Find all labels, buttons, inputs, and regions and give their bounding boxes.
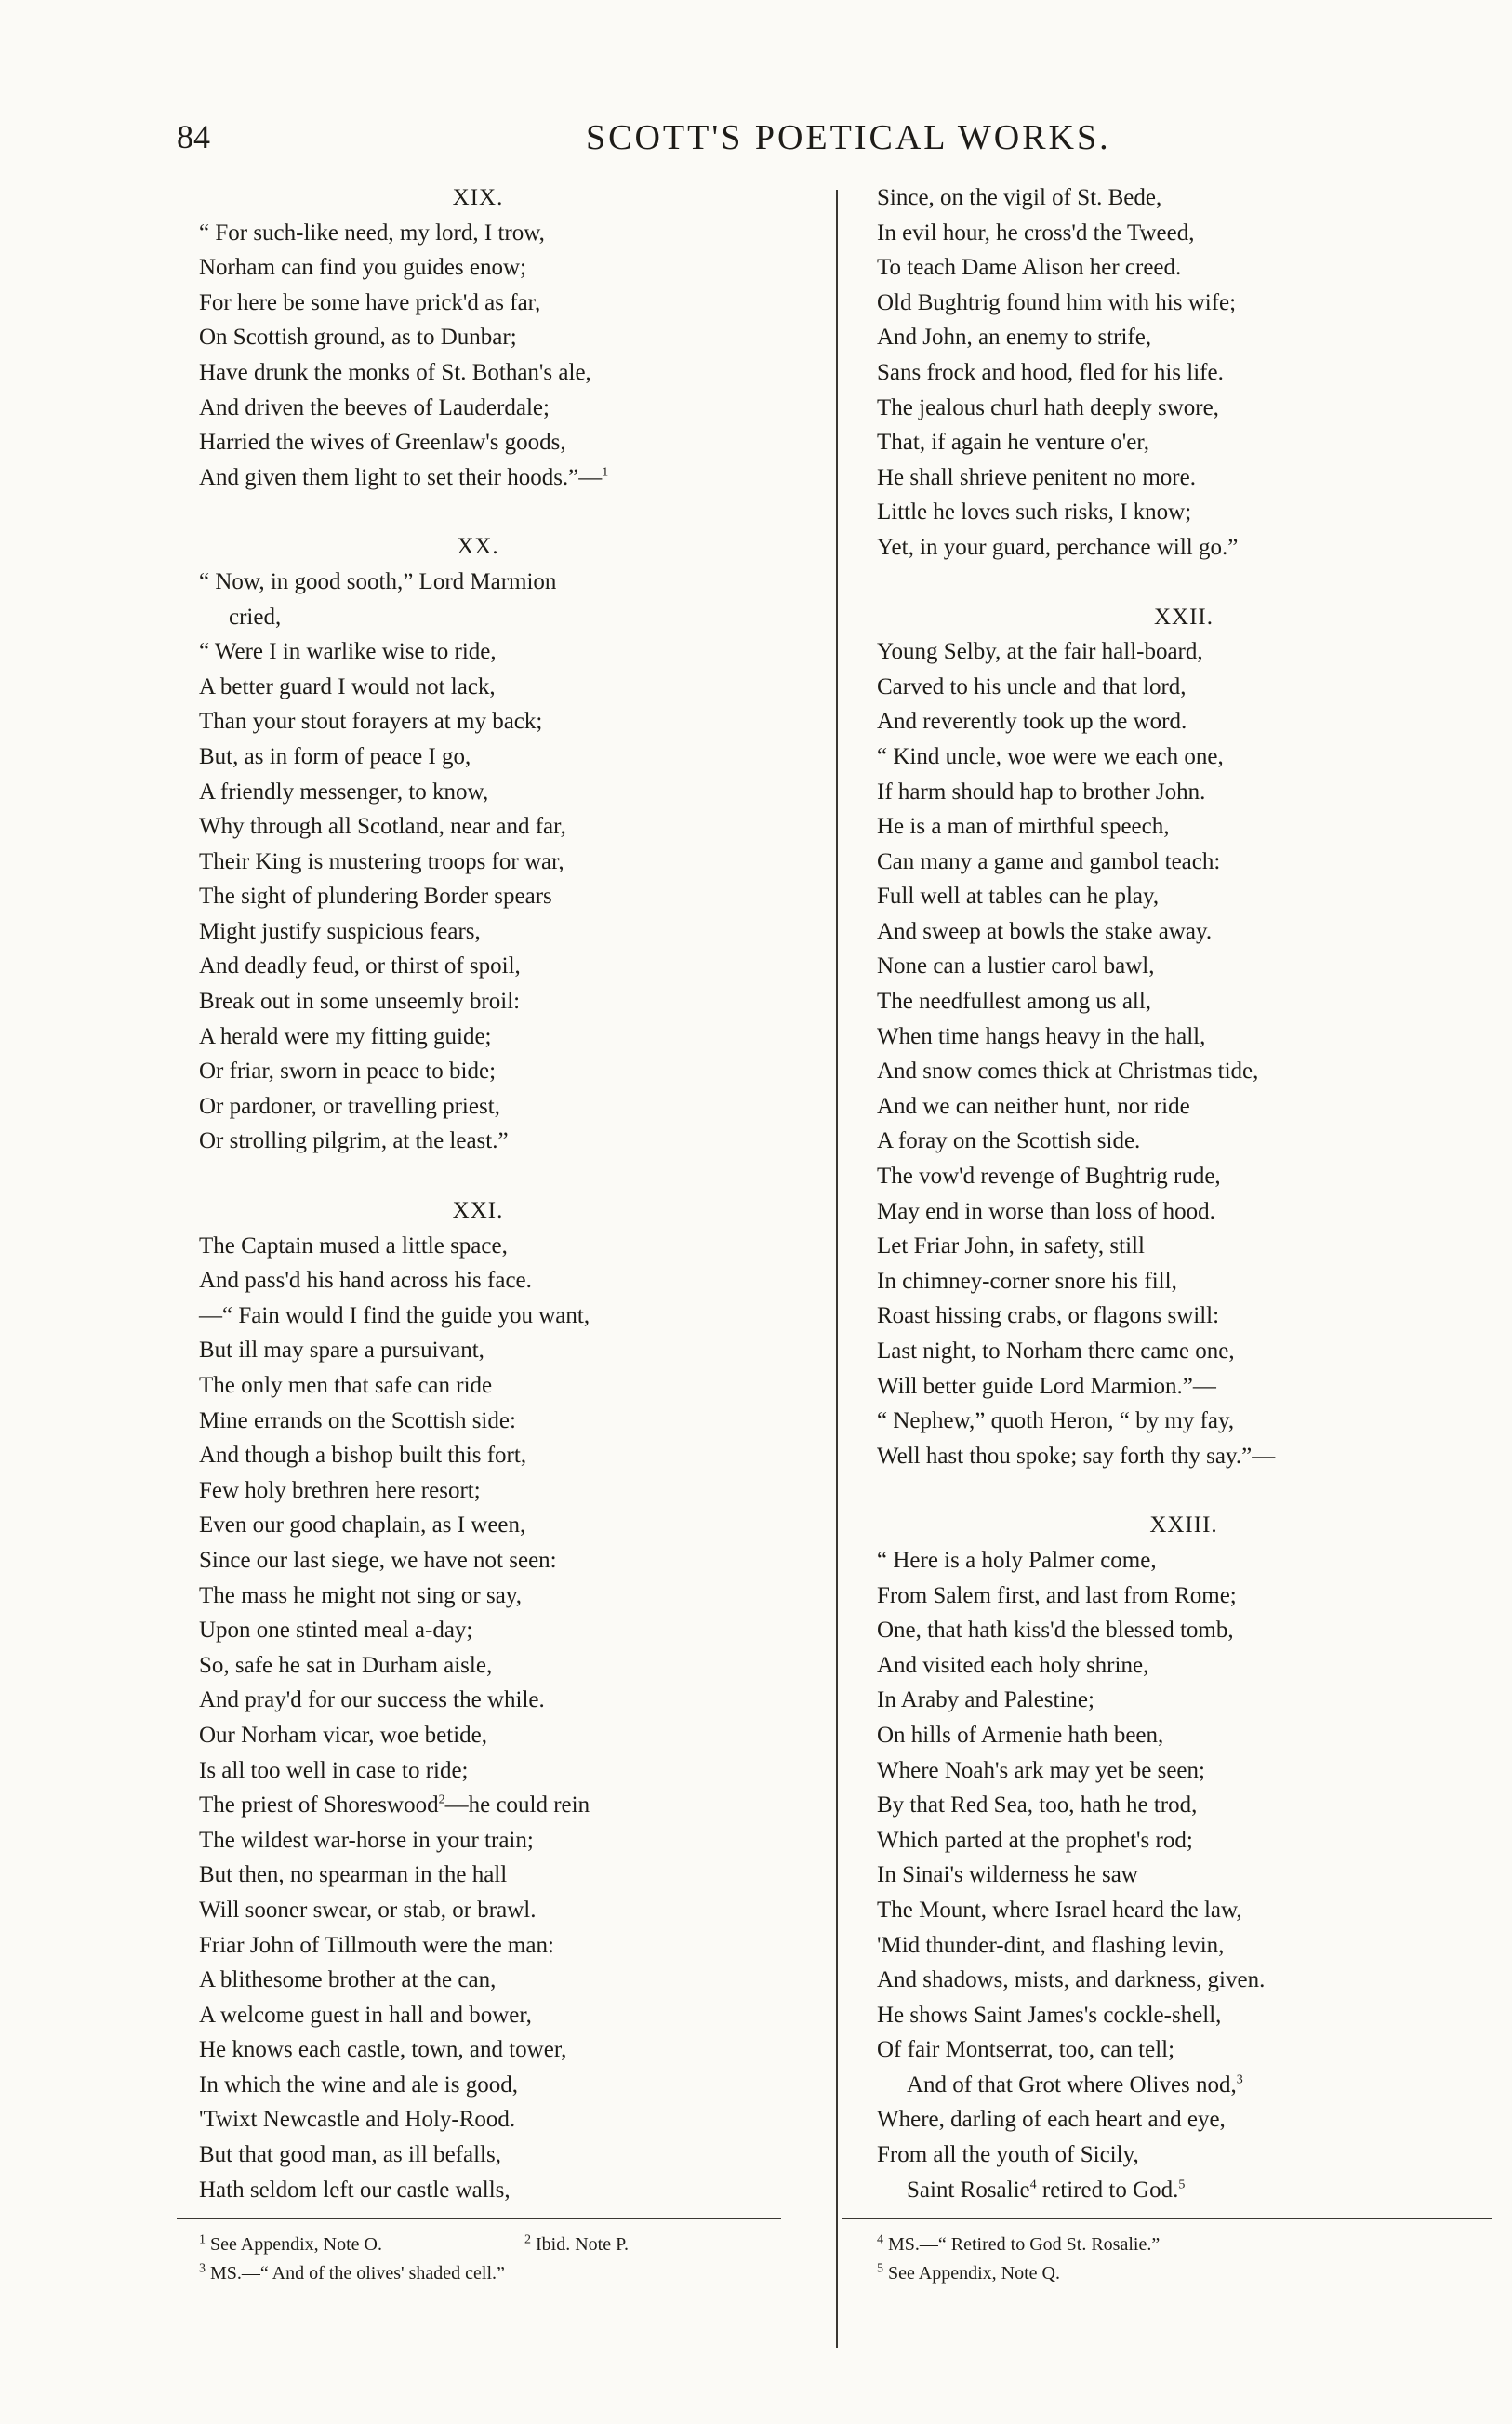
- footnotes-right: [877, 2231, 1472, 2288]
- verse-line: The sight of plundering Border spears: [199, 884, 552, 910]
- verse-line: And pray'd for our success the while.: [199, 1687, 545, 1713]
- verse-line: Have drunk the monks of St. Bothan's ale,: [199, 359, 591, 385]
- left-column: [199, 180, 757, 2207]
- verse-line: By that Red Sea, too, hath he trod,: [877, 1792, 1198, 1818]
- verse-line: In evil hour, he cross'd the Tweed,: [877, 220, 1195, 246]
- verse-line: That, if again he venture o'er,: [877, 430, 1149, 456]
- verse-line: Our Norham vicar, woe betide,: [199, 1722, 487, 1748]
- verse-line: He is a man of mirthful speech,: [877, 814, 1170, 840]
- verse-line: “ Now, in good sooth,” Lord Marmion: [199, 568, 557, 594]
- verse-line: Since, on the vigil of St. Bede,: [877, 185, 1162, 210]
- verse-line: Let Friar John, in safety, still: [877, 1233, 1145, 1259]
- verse-line: Full well at tables can he play,: [877, 884, 1160, 910]
- verse-line: The Captain mused a little space,: [199, 1232, 508, 1259]
- verse-line: Saint Rosalie$^4$ retired to God.$^5$: [907, 2177, 1186, 2203]
- stanza-heading: XXII.: [1153, 604, 1214, 630]
- verse-line: Little he loves such risks, I know;: [877, 499, 1192, 526]
- running-title: SCOTT'S POETICAL WORKS.: [586, 118, 1111, 157]
- verse-line: But, as in form of peace I go,: [199, 743, 471, 769]
- verse-line: From all the youth of Sicily,: [877, 2142, 1139, 2168]
- verse-line: Or strolling pilgrim, at the least.”: [199, 1128, 509, 1154]
- verse-line: —“ Fain would I find the guide you want,: [199, 1302, 590, 1328]
- verse-line: Roast hissing crabs, or flagons swill:: [877, 1303, 1220, 1329]
- verse-line: In Sinai's wilderness he saw: [877, 1862, 1138, 1888]
- verse-line: Well hast thou spoke; say forth thy say.”—: [877, 1443, 1276, 1469]
- verse-line: None can a lustier carol bawl,: [877, 953, 1155, 979]
- verse-line: 'Mid thunder-dint, and flashing levin,: [877, 1932, 1225, 1958]
- stanza-heading: XIX.: [452, 185, 504, 210]
- verse-line: On Scottish ground, as to Dunbar;: [199, 325, 517, 351]
- verse-line: Sans frock and hood, fled for his life.: [877, 359, 1224, 385]
- verse-line: Why through all Scotland, near and far,: [199, 814, 566, 840]
- verse-line: A blithesome brother at the can,: [199, 1967, 497, 1993]
- verse-line: Hath seldom left our castle walls,: [199, 2177, 511, 2203]
- verse-line: Might justify suspicious fears,: [199, 918, 481, 944]
- verse-line: Will sooner swear, or stab, or brawl.: [199, 1897, 537, 1923]
- verse-line: “ Here is a holy Palmer come,: [877, 1547, 1157, 1573]
- stanza-gap: [877, 566, 1491, 600]
- verse-line: But then, no spearman in the hall: [199, 1862, 508, 1888]
- verse-line: A foray on the Scottish side.: [877, 1128, 1141, 1154]
- verse-line: Their King is mustering troops for war,: [199, 848, 564, 874]
- footnote-2: $^2$ Ibid. Note P.: [524, 2232, 629, 2255]
- verse-line: Of fair Montserrat, too, can tell;: [877, 2037, 1175, 2063]
- verse-line: Yet, in your guard, perchance will go.”: [877, 534, 1239, 560]
- verse-line: And we can neither hunt, nor ride: [877, 1093, 1190, 1119]
- verse-line: He shall shrieve penitent no more.: [877, 464, 1196, 490]
- verse-line: Young Selby, at the fair hall-board,: [877, 639, 1203, 665]
- verse-line: The vow'd revenge of Bughtrig rude,: [877, 1164, 1221, 1190]
- verse-line: And given them light to set their hoods.”—$^1$: [199, 464, 609, 490]
- stanza-heading: XX.: [457, 534, 499, 560]
- verse-line: From Salem first, and last from Rome;: [877, 1582, 1237, 1608]
- verse-line: Norham can find you guides enow;: [199, 255, 527, 281]
- verse-line: And though a bishop built this fort,: [199, 1443, 527, 1469]
- verse-line: And John, an enemy to strife,: [877, 325, 1152, 351]
- verse-line: Last night, to Norham there came one,: [877, 1339, 1235, 1364]
- verse-line: 'Twixt Newcastle and Holy-Rood.: [199, 2107, 516, 2133]
- verse-line: Where Noah's ark may yet be seen;: [877, 1757, 1205, 1783]
- verse-line: Break out in some unseemly broil:: [199, 989, 521, 1015]
- page-header: [0, 110, 1512, 175]
- verse-line: Can many a game and gambol teach:: [877, 848, 1221, 874]
- verse-line: And visited each holy shrine,: [877, 1652, 1149, 1678]
- verse-line: Where, darling of each heart and eye,: [877, 2107, 1226, 2133]
- verse-line: The wildest war-horse in your train;: [199, 1827, 534, 1853]
- verse-line: And driven the beeves of Lauderdale;: [199, 394, 550, 420]
- verse-line: Since our last siege, we have not seen:: [199, 1547, 557, 1573]
- verse-line: A better guard I would not lack,: [199, 673, 496, 699]
- verse-line: But that good man, as ill befalls,: [199, 2142, 501, 2168]
- stanza-gap: [199, 495, 757, 529]
- page-number: 84: [177, 118, 210, 155]
- verse-line: And reverently took up the word.: [877, 709, 1187, 735]
- verse-line: To teach Dame Alison her creed.: [877, 255, 1182, 281]
- stanza-heading: XXIII.: [1149, 1512, 1218, 1538]
- stanza-gap: [199, 1159, 757, 1193]
- verse-line: Friar John of Tillmouth were the man:: [199, 1932, 554, 1958]
- verse-line: The needfullest among us all,: [877, 989, 1152, 1015]
- verse-line: And shadows, mists, and darkness, given.: [877, 1967, 1266, 1993]
- verse-line: The priest of Shoreswood$^2$—he could rein: [199, 1792, 590, 1818]
- right-column: [877, 180, 1491, 2207]
- verse-line: Than your stout forayers at my back;: [199, 709, 543, 735]
- verse-line: And of that Grot where Olives nod,$^3$: [907, 2071, 1243, 2098]
- stanza-gap: [877, 1473, 1491, 1508]
- verse-line: cried,: [229, 604, 282, 630]
- verse-line: Will better guide Lord Marmion.”—: [877, 1373, 1216, 1399]
- verse-line: In chimney-corner snore his fill,: [877, 1268, 1177, 1294]
- verse-line: And sweep at bowls the stake away.: [877, 918, 1213, 944]
- verse-line: Mine errands on the Scottish side:: [199, 1407, 516, 1433]
- verse-line: Or pardoner, or travelling priest,: [199, 1093, 500, 1119]
- verse-line: And snow comes thick at Christmas tide,: [877, 1059, 1259, 1085]
- column-divider: [836, 190, 838, 2348]
- verse-line: In which the wine and ale is good,: [199, 2071, 518, 2098]
- verse-line: Old Bughtrig found him with his wife;: [877, 289, 1237, 315]
- footnote-1: $^1$ See Appendix, Note O.: [199, 2232, 382, 2255]
- footnote-rule-right: [842, 2218, 1492, 2219]
- verse-line: One, that hath kiss'd the blessed tomb,: [877, 1618, 1234, 1644]
- footnote-5: $^5$ See Appendix, Note Q.: [877, 2261, 1060, 2284]
- verse-line: A herald were my fitting guide;: [199, 1023, 492, 1049]
- verse-line: When time hangs heavy in the hall,: [877, 1023, 1206, 1049]
- verse-line: Upon one stinted meal a-day;: [199, 1618, 473, 1644]
- verse-line: Or friar, sworn in peace to bide;: [199, 1059, 497, 1085]
- stanza-heading: XXI.: [452, 1198, 504, 1224]
- verse-line: But ill may spare a pursuivant,: [199, 1338, 484, 1364]
- verse-line: And deadly feud, or thirst of spoil,: [199, 953, 521, 979]
- verse-line: Few holy brethren here resort;: [199, 1477, 481, 1503]
- verse-line: “ Kind uncle, woe were we each one,: [877, 743, 1224, 769]
- verse-line: He shows Saint James's cockle-shell,: [877, 2002, 1222, 2028]
- verse-line: A friendly messenger, to know,: [199, 779, 489, 805]
- verse-line: May end in worse than loss of hood.: [877, 1198, 1215, 1224]
- verse-line: On hills of Armenie hath been,: [877, 1722, 1164, 1748]
- verse-line: A welcome guest in hall and bower,: [199, 2002, 532, 2028]
- verse-line: Even our good chaplain, as I ween,: [199, 1512, 526, 1538]
- footnote-rule-left: [177, 2218, 781, 2219]
- verse-line: Harried the wives of Greenlaw's goods,: [199, 430, 566, 456]
- verse-line: For here be some have prick'd as far,: [199, 289, 541, 315]
- verse-line: “ Were I in warlike wise to ride,: [199, 639, 497, 665]
- verse-line: He knows each castle, town, and tower,: [199, 2037, 567, 2063]
- verse-line: The Mount, where Israel heard the law,: [877, 1897, 1242, 1923]
- verse-line: If harm should hap to brother John.: [877, 779, 1206, 805]
- verse-line: The mass he might not sing or say,: [199, 1582, 522, 1608]
- footnote-4: $^4$ MS.—“ Retired to God St. Rosalie.”: [877, 2232, 1161, 2255]
- verse-line: The only men that safe can ride: [199, 1373, 493, 1398]
- verse-line: The jealous churl hath deeply swore,: [877, 394, 1219, 420]
- verse-line: Is all too well in case to ride;: [199, 1757, 469, 1783]
- verse-line: So, safe he sat in Durham aisle,: [199, 1652, 493, 1678]
- verse-line: In Araby and Palestine;: [877, 1687, 1094, 1713]
- verse-line: Carved to his uncle and that lord,: [877, 673, 1187, 699]
- footnotes-left: [199, 2231, 776, 2288]
- verse-line: Which parted at the prophet's rod;: [877, 1827, 1193, 1853]
- footnote-3: $^3$ MS.—“ And of the olives' shaded cell.”: [199, 2261, 505, 2284]
- verse-line: “ Nephew,” quoth Heron, “ by my fay,: [877, 1408, 1235, 1434]
- verse-line: “ For such-like need, my lord, I trow,: [199, 220, 545, 246]
- verse-line: And pass'd his hand across his face.: [199, 1268, 532, 1294]
